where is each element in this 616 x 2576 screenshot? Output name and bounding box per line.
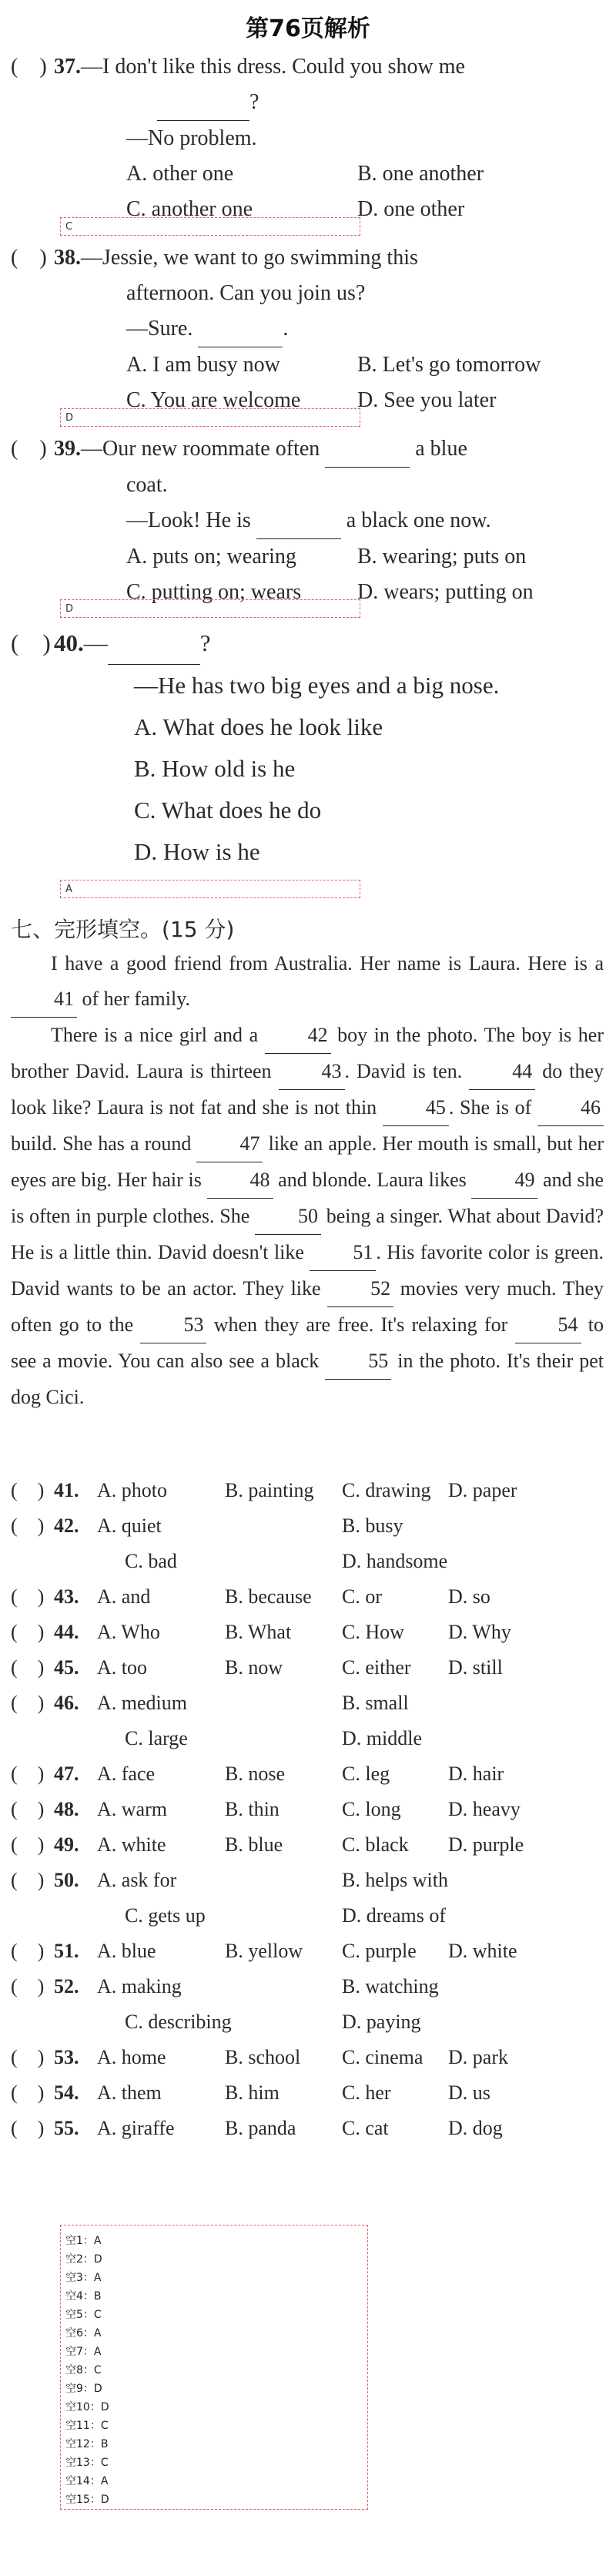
answer-paren[interactable]: ( ) (11, 1692, 45, 1714)
option-b[interactable]: B. What (225, 1621, 292, 1643)
option-a[interactable]: A. white (97, 1833, 166, 1856)
option-c[interactable]: C. long (342, 1798, 401, 1820)
question-number: 47. (54, 1763, 79, 1785)
question-number: 40. (54, 629, 84, 656)
answer-paren[interactable]: ( ) (11, 1798, 45, 1820)
answer-key-item: 空2：D (65, 2253, 102, 2266)
option-b[interactable]: B. yellow (225, 1940, 303, 1962)
answer-paren[interactable]: ( ) (11, 1514, 45, 1537)
option-a[interactable]: A. home (97, 2046, 166, 2068)
cloze-question-row (11, 2111, 611, 2146)
answer-paren[interactable]: ( ) (11, 2046, 45, 2068)
question-number: 45. (54, 1656, 79, 1679)
question-number: 44. (54, 1621, 79, 1643)
question-text: ? (199, 629, 211, 656)
answer-box-39: D (60, 599, 360, 618)
cloze-blank[interactable]: 44 (469, 1054, 535, 1090)
cloze-blank[interactable]: 42 (265, 1018, 331, 1054)
option-b[interactable]: B. because (225, 1585, 312, 1608)
cloze-question-row-cont (11, 1544, 611, 1579)
answer-key-item: 空1：A (65, 2235, 102, 2247)
question-text: ? (249, 90, 259, 114)
option-c[interactable]: C. describing (125, 2011, 232, 2033)
answer-paren[interactable]: ( ) (11, 629, 51, 656)
option-a[interactable]: A. ask for (97, 1869, 177, 1891)
option-c[interactable]: C. putting on; wears (126, 580, 302, 604)
question-text: — (83, 629, 108, 656)
question-number: 51. (54, 1940, 79, 1962)
option-c[interactable]: C. What does he do (134, 797, 322, 823)
option-c[interactable]: C. How (342, 1621, 404, 1643)
option-c[interactable]: C. black (342, 1833, 409, 1856)
cloze-question-row-cont (11, 2004, 611, 2040)
fill-blank[interactable] (325, 431, 410, 468)
cloze-question-row (11, 2040, 611, 2075)
answer-paren[interactable]: ( ) (11, 1763, 45, 1785)
cloze-question-row (11, 1473, 611, 1508)
option-a[interactable]: A. Who (97, 1621, 160, 1643)
option-a[interactable]: A. What does he look like (134, 713, 383, 740)
answer-key-item: 空6：A (65, 2327, 102, 2340)
cloze-question-row (11, 1792, 611, 1827)
option-d[interactable]: D. purple (448, 1833, 524, 1856)
option-a[interactable]: A. quiet (97, 1514, 162, 1537)
answer-box-37: C (60, 217, 360, 236)
cloze-question-row (11, 1827, 611, 1863)
fill-blank[interactable] (198, 311, 283, 347)
option-b[interactable]: B. school (225, 2046, 301, 2068)
cloze-blank[interactable]: 55 (325, 1343, 391, 1380)
option-b[interactable]: B. panda (225, 2117, 296, 2139)
option-c[interactable]: C. drawing (342, 1479, 431, 1501)
question-number: 50. (54, 1869, 79, 1891)
option-a[interactable]: A. and (97, 1585, 151, 1608)
option-a[interactable]: A. I am busy now (126, 353, 280, 377)
answer-key-item: 空3：A (65, 2272, 102, 2284)
cloze-passage: I have a good friend from Australia. Her name is Laura. Here is a 41 of her family. There is a nice girl and a 42 boy in the photo. The boy is her brother David. Laura is thirteen 43 . David is ten. 44 do they look like? Laura is not fat and she is not thin 45 . She is of 46 build. She has a round 47 like an apple. Her mouth is small, but her eyes are big. Her hair is 48 and blonde. Laura likes 49 and she is often in purple clothes. She 50 being a singer. What about David? He is a little thin. David doesn't like 51 . His favorite color is green. David wants to be an actor. They like 52 movies very much. They often go to the 53 when they are free. It's relaxing for 54 to see a movie. You can also see a black 55 in the photo. It's their pet dog Cici. (11, 952, 604, 1408)
answer-paren[interactable]: ( ) (11, 1940, 45, 1962)
option-b[interactable]: B. wearing; puts on (357, 545, 527, 569)
option-b[interactable]: B. small (342, 1692, 409, 1714)
cloze-blank[interactable]: 50 (255, 1199, 321, 1235)
option-d[interactable]: D. paying (342, 2011, 421, 2033)
option-a[interactable]: A. medium (97, 1692, 187, 1714)
option-a[interactable]: A. puts on; wearing (126, 545, 296, 569)
question-39 (11, 431, 604, 610)
question-text: —I don't like this dress. Could you show me (81, 55, 465, 79)
option-a[interactable]: A. photo (97, 1479, 167, 1501)
cloze-blank[interactable]: 43 (279, 1054, 345, 1090)
option-c[interactable]: C. another one (126, 197, 253, 221)
question-number: 39. (54, 437, 81, 461)
cloze-blank[interactable]: 41 (11, 981, 77, 1018)
option-d[interactable]: D. wears; putting on (357, 580, 534, 604)
page-title: 第76页解析 (246, 15, 370, 42)
option-c[interactable]: C. cinema (342, 2046, 424, 2068)
question-text: —He has two big eyes and a big nose. (134, 672, 500, 699)
option-c[interactable]: C. either (342, 1656, 411, 1679)
answer-paren[interactable]: ( ) (11, 2117, 45, 2139)
question-number: 54. (54, 2081, 79, 2104)
cloze-blank[interactable]: 48 (207, 1162, 273, 1199)
option-a[interactable]: A. face (97, 1763, 156, 1785)
answer-key-item: 空5：C (65, 2309, 102, 2321)
option-b[interactable]: B. watching (342, 1975, 439, 1997)
answer-key-box (60, 2225, 368, 2510)
option-c[interactable]: C. her (342, 2081, 391, 2104)
section-title: 七、完形填空。(15 分) (11, 917, 235, 942)
cloze-blank[interactable]: 51 (310, 1235, 376, 1271)
option-a[interactable]: A. giraffe (97, 2117, 175, 2139)
cloze-blank[interactable]: 47 (196, 1126, 263, 1162)
question-number: 37. (54, 55, 81, 79)
answer-key-item: 空10：D (65, 2401, 109, 2413)
question-number: 38. (54, 246, 81, 270)
cloze-question-row-cont (11, 1898, 611, 1934)
answer-paren[interactable]: ( ) (11, 1975, 45, 1997)
question-text: —Our new roommate often (81, 437, 320, 461)
question-text: a blue (415, 437, 467, 461)
answer-paren[interactable]: ( ) (11, 1585, 45, 1608)
option-c[interactable]: C. bad (125, 1550, 177, 1572)
question-number: 46. (54, 1692, 79, 1714)
question-text: —Jessie, we want to go swimming this (81, 246, 418, 270)
option-b[interactable]: B. now (225, 1656, 283, 1679)
answer-paren[interactable]: ( ) (11, 55, 47, 79)
option-a[interactable]: A. making (97, 1975, 182, 1997)
cloze-question-row-cont (11, 1721, 611, 1756)
question-text: —Sure. (126, 317, 193, 340)
answer-key-item: 空8：C (65, 2364, 102, 2376)
option-c[interactable]: C. purple (342, 1940, 417, 1962)
cloze-question-row (11, 1685, 611, 1721)
option-d[interactable]: D. See you later (357, 388, 497, 412)
option-d[interactable]: D. dog (448, 2117, 503, 2139)
option-d[interactable]: D. paper (448, 1479, 517, 1501)
option-c[interactable]: C. or (342, 1585, 382, 1608)
answer-key-item: 空7：A (65, 2346, 102, 2358)
answer-key-item: 空11：C (65, 2420, 109, 2432)
answer-paren[interactable]: ( ) (11, 1656, 45, 1679)
option-d[interactable]: D. heavy (448, 1798, 521, 1820)
cloze-blank[interactable]: 52 (327, 1271, 393, 1307)
option-d[interactable]: D. white (448, 1940, 517, 1962)
answer-paren[interactable]: ( ) (11, 1621, 45, 1643)
option-d[interactable]: D. us (448, 2081, 490, 2104)
fill-blank[interactable] (256, 503, 341, 539)
option-d[interactable]: D. hair (448, 1763, 504, 1785)
cloze-question-row (11, 1579, 611, 1615)
option-d[interactable]: D. How is he (134, 838, 260, 865)
answer-key-item: 空4：B (65, 2290, 102, 2303)
option-a[interactable]: A. warm (97, 1798, 167, 1820)
cloze-options (11, 1473, 611, 2146)
answer-box-38: D (60, 408, 360, 427)
answer-key-item: 空9：D (65, 2383, 102, 2395)
answer-paren[interactable]: ( ) (11, 1833, 45, 1856)
option-a[interactable]: A. blue (97, 1940, 156, 1962)
option-c[interactable]: C. gets up (125, 1904, 206, 1927)
option-b[interactable]: B. nose (225, 1763, 285, 1785)
option-c[interactable]: C. large (125, 1727, 188, 1749)
option-c[interactable]: C. You are welcome (126, 388, 301, 412)
option-d[interactable]: D. handsome (342, 1550, 448, 1572)
answer-key-item: 空12：B (65, 2438, 109, 2450)
option-d[interactable]: D. still (448, 1656, 503, 1679)
answer-key-item: 空15：D (65, 2494, 109, 2506)
question-text: afternoon. Can you join us? (126, 281, 366, 305)
answer-paren[interactable]: ( ) (11, 1869, 45, 1891)
answer-paren[interactable]: ( ) (11, 437, 47, 461)
fill-blank[interactable] (157, 85, 249, 121)
cloze-question-row (11, 1756, 611, 1792)
cloze-blank[interactable]: 53 (140, 1307, 206, 1343)
question-number: 49. (54, 1833, 79, 1856)
answer-paren[interactable]: ( ) (11, 1479, 45, 1501)
option-a[interactable]: A. too (97, 1656, 147, 1679)
question-text: —Look! He is (126, 508, 251, 532)
question-38: ( ) 38.—Jessie, we want to go swimming this afternoon. Can you join us? —Sure. . A. I am busy now B. Let's go tomorrow C. You are welcome D. See you later (11, 240, 604, 418)
question-number: 42. (54, 1514, 79, 1537)
question-40 (11, 622, 604, 873)
question-37 (11, 49, 604, 227)
option-d[interactable]: D. middle (342, 1727, 422, 1749)
cloze-blank[interactable]: 45 (383, 1090, 449, 1126)
cloze-question-row (11, 1863, 611, 1898)
question-number: 52. (54, 1975, 79, 1997)
option-b[interactable]: B. How old is he (134, 755, 296, 782)
question-number: 43. (54, 1585, 79, 1608)
option-c[interactable]: C. cat (342, 2117, 389, 2139)
option-b[interactable]: B. Let's go tomorrow (357, 353, 541, 377)
option-b[interactable]: B. thin (225, 1798, 280, 1820)
option-d[interactable]: D. Why (448, 1621, 511, 1643)
question-number: 53. (54, 2046, 79, 2068)
question-number: 55. (54, 2117, 79, 2139)
question-text: a black one now. (346, 508, 491, 532)
option-b[interactable]: B. busy (342, 1514, 403, 1537)
question-text: —No problem. (126, 126, 257, 150)
option-c[interactable]: C. leg (342, 1763, 390, 1785)
question-number: 48. (54, 1798, 79, 1820)
cloze-question-row (11, 1508, 611, 1544)
cloze-question-row (11, 2075, 611, 2111)
answer-box-40: A (60, 880, 360, 898)
question-number: 41. (54, 1479, 79, 1501)
cloze-blank[interactable]: 49 (471, 1162, 537, 1199)
answer-key-item: 空14：A (65, 2475, 109, 2487)
fill-blank[interactable] (108, 622, 200, 665)
answer-paren[interactable]: ( ) (11, 246, 47, 270)
cloze-blank[interactable]: 54 (515, 1307, 581, 1343)
answer-paren[interactable]: ( ) (11, 2081, 45, 2104)
option-d[interactable]: D. one other (357, 197, 465, 221)
option-d[interactable]: D. park (448, 2046, 508, 2068)
option-b[interactable]: B. one another (357, 162, 484, 186)
option-b[interactable]: B. painting (225, 1479, 314, 1501)
option-b[interactable]: B. helps with (342, 1869, 448, 1891)
cloze-blank[interactable]: 46 (537, 1090, 604, 1126)
cloze-question-row (11, 1650, 611, 1685)
answer-key-item: 空13：C (65, 2457, 109, 2469)
option-a[interactable]: A. other one (126, 162, 234, 186)
option-b[interactable]: B. him (225, 2081, 280, 2104)
option-b[interactable]: B. blue (225, 1833, 283, 1856)
option-a[interactable]: A. them (97, 2081, 162, 2104)
cloze-question-row (11, 1934, 611, 1969)
option-d[interactable]: D. so (448, 1585, 490, 1608)
option-d[interactable]: D. dreams of (342, 1904, 447, 1927)
cloze-question-row (11, 1969, 611, 2004)
question-text: coat. (126, 473, 168, 497)
cloze-question-row (11, 1615, 611, 1650)
